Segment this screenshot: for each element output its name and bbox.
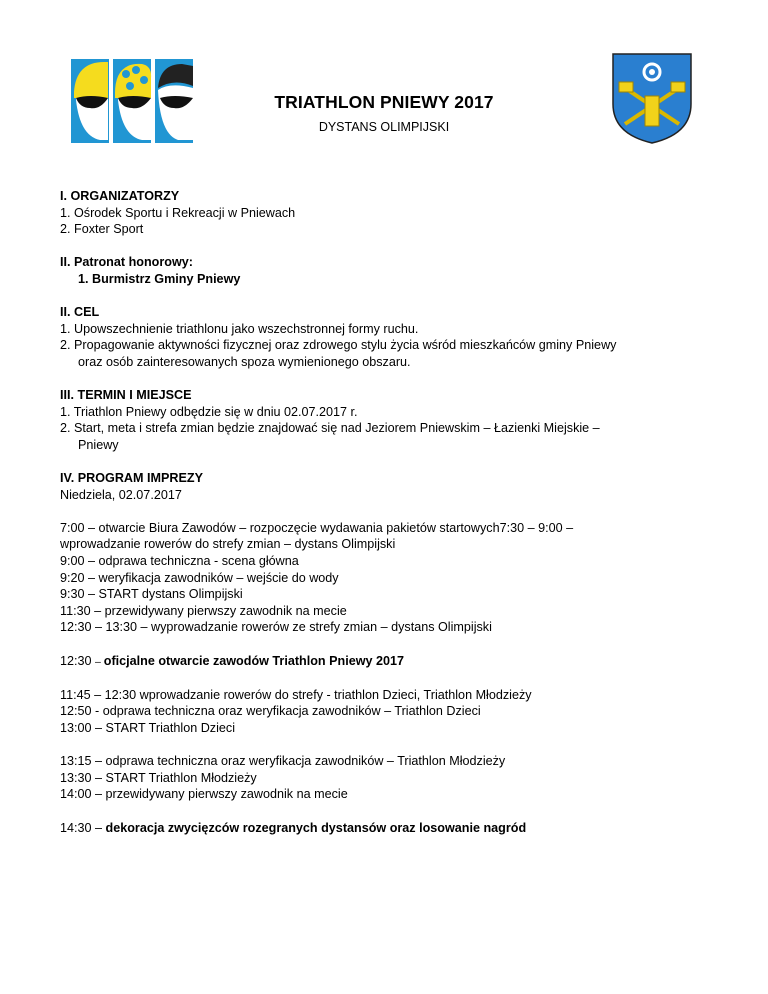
opening-dash: –	[95, 655, 104, 668]
schedule-line: wprowadzanie rowerów do strefy zmian – dystans Olimpijski	[60, 537, 396, 552]
list-item: Pniewy	[78, 437, 119, 452]
schedule-line: 9:20 – weryfikacja zawodników – wejście do wody	[60, 570, 339, 585]
opening-text: oficjalne otwarcie zawodów Triathlon Pniewy 2017	[103, 653, 405, 668]
ceremony-line	[60, 820, 740, 837]
document-subtitle: DYSTANS OLIMPIJSKI	[318, 120, 450, 134]
ceremony-text: dekoracja zwycięzców rozegranych dystansów oraz losowanie nagród	[105, 820, 527, 835]
triathlon-logo	[70, 58, 194, 144]
schedule-line: 13:30 – START Triathlon Młodzieży	[60, 770, 257, 785]
schedule-line: 11:30 – przewidywany pierwszy zawodnik na mecie	[60, 603, 347, 618]
schedule-line: 14:00 – przewidywany pierwszy zawodnik na mecie	[60, 787, 348, 802]
list-item: 1. Burmistrz Gminy Pniewy	[78, 271, 241, 286]
opening-line	[60, 653, 740, 671]
list-item: 1. Triathlon Pniewy odbędzie się w dniu 02.07.2017 r.	[60, 404, 358, 419]
document-title: TRIATHLON PNIEWY 2017	[274, 92, 494, 112]
section-heading: II. CEL	[60, 305, 100, 320]
schedule-line: 13:15 – odprawa techniczna oraz weryfikacja zawodników – Triathlon Młodzieży	[60, 754, 506, 769]
program-date: Niedziela, 02.07.2017	[60, 487, 182, 502]
section-heading: III. TERMIN I MIEJSCE	[60, 388, 192, 403]
list-item: 1. Ośrodek Sportu i Rekreacji w Pniewach	[60, 205, 296, 220]
list-item: 2. Foxter Sport	[60, 222, 144, 237]
schedule-line: 12:30 – 13:30 – wyprowadzanie rowerów ze strefy zmian – dystans Olimpijski	[60, 620, 492, 635]
coat-of-arms-emblem	[611, 52, 693, 145]
schedule-line: 7:00 – otwarcie Biura Zawodów – rozpoczęcie wydawania pakietów startowych7:30 – 9:00 –	[60, 520, 574, 535]
schedule-line: 13:00 – START Triathlon Dzieci	[60, 721, 235, 735]
ceremony-time: 14:30 –	[60, 820, 106, 835]
list-item: oraz osób zainteresowanych spoza wymienionego obszaru.	[78, 354, 411, 369]
list-item: 2. Start, meta i strefa zmian będzie znajdować się nad Jeziorem Pniewskim – Łazienki Miejskie –	[60, 421, 600, 436]
document-body	[60, 188, 740, 836]
schedule-line: 11:45 – 12:30 wprowadzanie rowerów do strefy - triathlon Dzieci, Triathlon Młodzieży	[60, 687, 532, 702]
opening-time: 12:30	[60, 653, 96, 668]
section-heading: I. ORGANIZATORZY	[60, 189, 180, 203]
schedule-line: 9:00 – odprawa techniczna - scena główna	[60, 554, 299, 569]
schedule-line: 9:30 – START dystans Olimpijski	[60, 587, 243, 602]
schedule-line: 12:50 - odprawa techniczna oraz weryfikacja zawodników – Triathlon Dzieci	[60, 704, 481, 719]
section-heading: IV. PROGRAM IMPREZY	[60, 471, 203, 486]
section-heading: II. Patronat honorowy:	[60, 255, 193, 270]
list-item: 2. Propagowanie aktywności fizycznej oraz zdrowego stylu życia wśród mieszkańców gminy Pniewy	[60, 338, 617, 353]
list-item: 1. Upowszechnienie triathlonu jako wszechstronnej formy ruchu.	[60, 321, 419, 336]
